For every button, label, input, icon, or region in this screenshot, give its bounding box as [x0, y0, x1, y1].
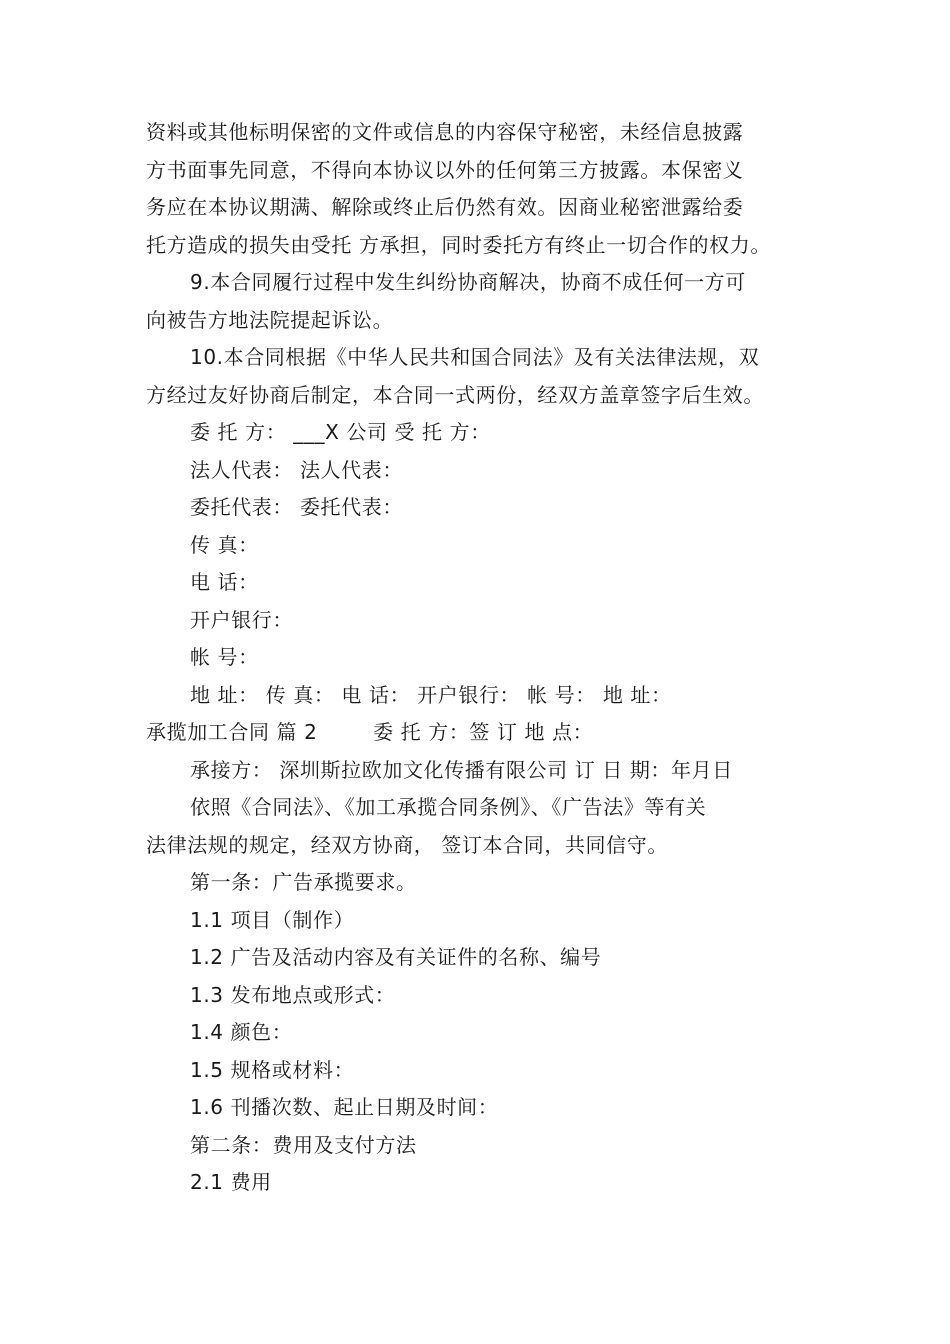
document-line: 1.4 颜色：	[190, 1020, 293, 1044]
document-line: 地 址： 传 真： 电 话： 开户银行： 帐 号： 地 址：	[190, 682, 672, 707]
document-line: 1.5 规格或材料：	[190, 1057, 355, 1082]
document-line: 帐 号：	[190, 645, 259, 669]
document-line: 法律法规的规定，经双方协商， 签订本合同，共同信守。	[146, 832, 668, 857]
document-line: 1.2 广告及活动内容及有关证件的名称、编号	[190, 945, 602, 969]
document-line: 承揽加工合同 篇 2 委 托 方：签 订 地 点：	[146, 720, 594, 744]
document-line: 1.3 发布地点或形式：	[190, 982, 396, 1007]
document-line: 资料或其他标明保密的文件或信息的内容保守秘密，未经信息披露	[146, 120, 744, 144]
document-line: 开户银行：	[190, 607, 293, 632]
document-line: 第二条：费用及支付方法	[190, 1132, 417, 1157]
document-line: 承接方： 深圳斯拉欧加文化传播有限公司 订 日 期：年月日	[190, 757, 733, 782]
document-line: 1.6 刊播次数、起止日期及时间：	[190, 1095, 499, 1119]
document-line: 电 话：	[190, 570, 259, 594]
document-line: 2.1 费用	[190, 1170, 272, 1194]
document-line: 法人代表： 法人代表：	[190, 457, 403, 482]
document-body	[146, 114, 806, 1202]
document-line: 10.本合同根据《中华人民共和国合同法》及有关法律法规，双	[190, 345, 760, 369]
document-line: 第一条：广告承揽要求。	[190, 870, 417, 894]
document-line: 依照《合同法》、《加工承揽合同条例》、《广告法》等有关	[190, 795, 707, 819]
document-line: 托方造成的损失由受托 方承担，同时委托方有终止一切合作的权力。	[146, 232, 771, 257]
document-line: 方经过友好协商后制定，本合同一式两份，经双方盖章签字后生效。	[146, 382, 764, 407]
document-line: 1.1 项目（制作）	[190, 907, 355, 932]
document-line: 委 托 方： ___X 公司 受 托 方：	[190, 420, 491, 444]
document-line: 委托代表： 委托代表：	[190, 495, 403, 519]
document-line: 向被告方地法院提起诉讼。	[146, 307, 394, 332]
document-line: 务应在本协议期满、解除或终止后仍然有效。因商业秘密泄露给委	[146, 195, 744, 219]
document-line: 9.本合同履行过程中发生纠纷协商解决，协商不成任何一方可	[190, 270, 746, 294]
document-line: 方书面事先同意，不得向本协议以外的任何第三方披露。本保密义	[146, 157, 744, 182]
document-line: 传 真：	[190, 532, 259, 557]
